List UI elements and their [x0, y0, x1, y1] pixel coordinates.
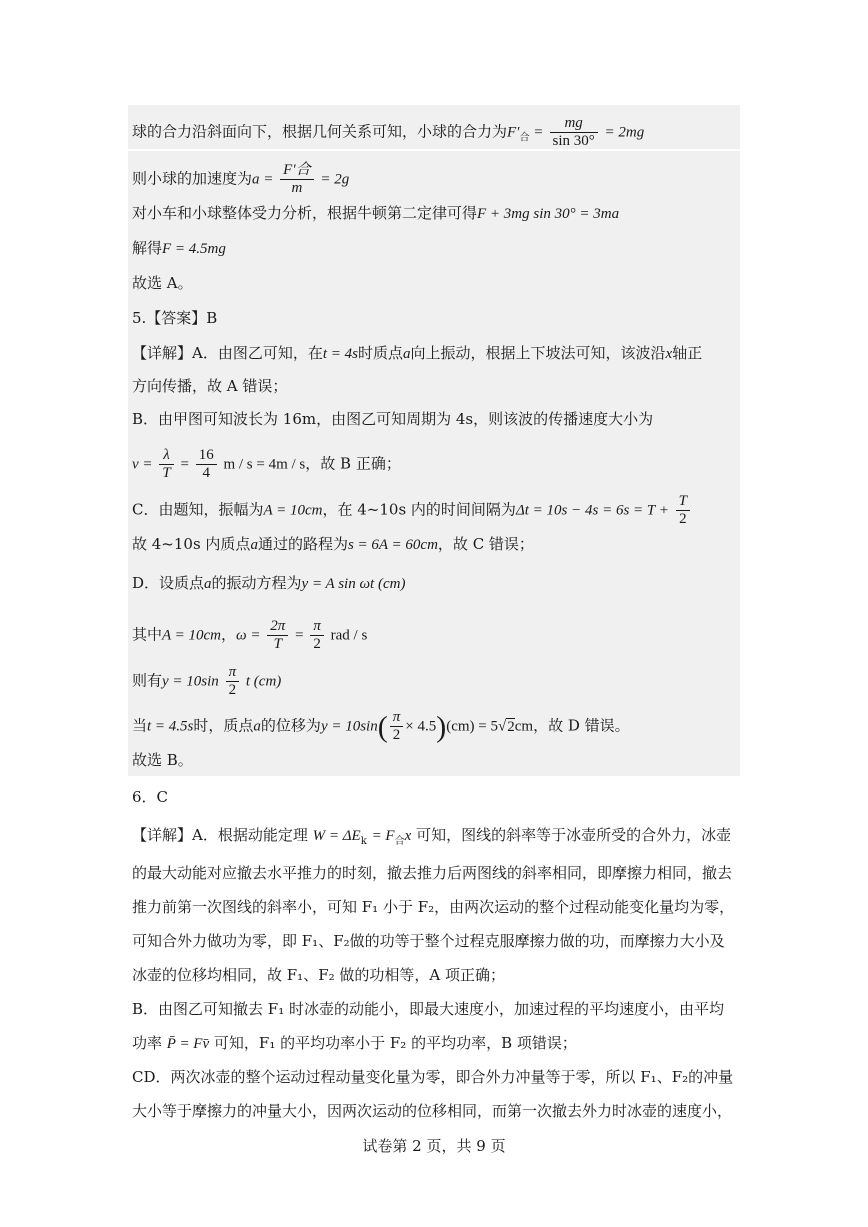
question-answer-heading	[132, 786, 740, 808]
line-text: 方向传播，故 A 错误；	[132, 377, 288, 395]
line-text: 5.【答案】B	[132, 309, 218, 327]
question-answer-heading	[132, 307, 740, 329]
line-text: 冰壶的位移均相同，故 F₁、F₂ 做的功相等，A 项正确；	[132, 966, 505, 984]
text-line: 其中A = 10cm，ω = $\frac{2\pi}{T}$ = $\frac{\pi}{2}$ rad / s	[132, 618, 368, 652]
formula: F = 4.5mg	[162, 241, 226, 257]
page-footer: 试卷第 2 页，共 9 页	[362, 1137, 506, 1155]
text-line	[132, 272, 740, 294]
fraction: $\frac{16}{4}$	[196, 447, 217, 482]
text-line	[132, 896, 740, 918]
fraction: $\frac{T}{2}$	[676, 493, 690, 528]
line-text: 则小球的加速度为	[132, 169, 253, 188]
text-line: 则有y = 10sin $\frac{\pi}{2}$ t (cm)	[132, 664, 282, 698]
text-line: 【详解】A．根据动能定理 $W = \Delta E_k = F_合x$ 可知，图线的斜率等于冰壶所受的合外力，冰壶	[132, 826, 732, 847]
formula: v =	[132, 456, 153, 473]
formula: a =	[252, 171, 274, 188]
line-text: 故选 B。	[132, 751, 193, 769]
formula: F + 3mg sin 30° = 3ma	[477, 206, 620, 222]
line-text: 可知合外力做功为零，即 F₁、F₂做的功等于整个过程克服摩擦力做的功，而摩擦力大小及	[132, 932, 725, 950]
fraction: $\frac{\pi}{2}$	[226, 664, 240, 699]
line-text: CD．两次冰壶的整个运动过程动量变化量为零，即合外力冲量等于零，所以 F₁、F₂的冲量	[132, 1068, 734, 1086]
line-text: 球的合力沿斜面向下，根据几何关系可知，小球的合力为	[132, 122, 508, 141]
formula: A = 10cm	[263, 502, 323, 519]
text-line	[132, 202, 740, 225]
line-text: B．由图乙可知撤去 F₁ 时冰壶的动能小，即最大速度小，加速过程的平均速度小，由平均	[132, 1000, 724, 1018]
text-line: D．设质点a的振动方程为y = A sin ωt (cm)	[132, 574, 406, 592]
text-line: v = $\frac{\lambda}{T}$ = $\frac{16}{4}$ m / s = 4m / s，故 B 正确；	[132, 447, 401, 481]
text-line	[132, 749, 740, 771]
formula: s = 6A = 60cm	[347, 537, 438, 553]
text-line: 球的合力沿斜面向下，根据几何关系可知，小球的合力为$F'_合$ = $\frac{mg}{\sin 30^\circ}$ = 2mg	[132, 115, 645, 149]
fraction: $\frac{\lambda}{T}$	[159, 447, 173, 482]
line-text: B．由甲图可知波长为 16m，由图乙可知周期为 4s，则该波的传播速度大小为	[132, 410, 654, 428]
line-text: 6．C	[132, 788, 169, 806]
formula: y = 10sin	[162, 673, 219, 690]
text-line	[132, 162, 740, 197]
formula: t = 4s	[322, 346, 358, 362]
text-line	[132, 964, 740, 986]
text-line: 【详解】A．由图乙可知，在t = 4s时质点a向上振动，根据上下坡法可知，该波沿x轴正	[132, 344, 703, 362]
formula: = 2mg	[604, 124, 645, 141]
fraction: $\frac{\text{F′合}}{m}$	[280, 162, 313, 197]
fraction: $\frac{\pi}{2}$	[390, 709, 404, 744]
fraction: $\frac{\pi}{2}$	[310, 618, 324, 653]
text-line: 故 4~10s 内质点a通过的路程为s = 6A = 60cm，故 C 错误；	[132, 535, 534, 553]
text-line	[132, 237, 740, 260]
formula: m / s = 4m / s	[223, 456, 306, 473]
text-line	[132, 1066, 740, 1088]
formula: y = 10sin	[320, 718, 378, 735]
formula: = 2g	[320, 171, 350, 188]
subscript: 合	[519, 132, 530, 144]
formula: A = 10cm	[162, 627, 222, 644]
text-line	[132, 930, 740, 952]
formula: W = ΔE	[312, 828, 361, 844]
line-text: 大小等于摩擦力的冲量大小，因两次运动的位移相同，而第一次撤去外力时冰壶的速度小，	[132, 1102, 733, 1120]
line-text: 推力前第一次图线的斜率小，可知 F₁ 小于 F₂，由两次运动的整个过程动能变化量均为零，	[132, 898, 735, 916]
text-line	[132, 375, 740, 397]
line-text: 对小车和小球整体受力分析，根据牛顿第二定律可得	[132, 204, 478, 222]
line-text: 故选 A。	[132, 274, 193, 292]
formula: y = A sin ωt (cm)	[301, 576, 406, 592]
fraction: $\frac{mg}{\sin 30^\circ}$	[550, 115, 598, 150]
line-text: 的最大动能对应撤去水平推力的时刻，撤去推力后两图线的斜率相同，即摩擦力相同，撤去	[132, 864, 733, 882]
text-line: 功率 P̄ = Fv̄ 可知，F₁ 的平均功率小于 F₂ 的平均功率，B 项错误；	[132, 1034, 577, 1052]
formula: Δt = 10s − 4s = 6s = T +	[515, 502, 669, 519]
line-text: 解得	[132, 239, 163, 257]
formula: F′	[507, 124, 520, 141]
text-line: C．由题知，振幅为A = 10cm，在 4~10s 内的时间间隔为Δt = 10s − 4s = 6s = T + $\frac{T}{2}$	[132, 493, 740, 528]
text-line	[132, 862, 740, 884]
text-line: 当t = 4.5s时，质点a的位移为y = 10sin( $\frac{\pi}{2}$ × 4.5)(cm) = 5√2cm，故 D 错误。	[132, 709, 630, 744]
formula: P̄ = Fv̄	[166, 1036, 210, 1052]
text-line	[132, 998, 740, 1020]
text-line	[132, 408, 740, 430]
fraction: $\frac{2\pi}{T}$	[267, 618, 288, 653]
text-line	[132, 1100, 740, 1122]
